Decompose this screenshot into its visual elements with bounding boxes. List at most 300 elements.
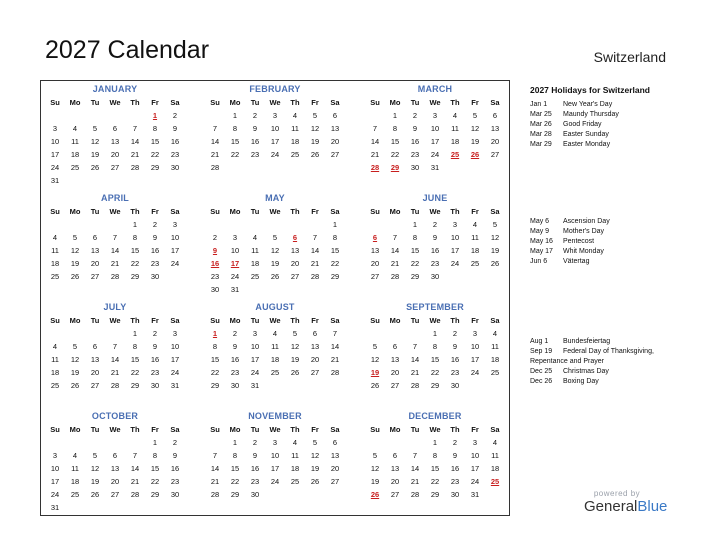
day-cell: 12 — [70, 246, 80, 255]
day-cell: 10 — [270, 124, 280, 133]
day-cell: 18 — [290, 464, 300, 473]
day-cell: 12 — [270, 246, 280, 255]
day-cell: 9 — [152, 233, 158, 242]
week-row — [205, 366, 345, 379]
weekday-label: Su — [210, 207, 220, 216]
holiday-date: Dec 26 — [530, 378, 553, 385]
week-row — [365, 488, 505, 501]
empty-day-cell — [145, 174, 165, 187]
day-cell: 6 — [492, 111, 498, 120]
day-cell: 13 — [370, 246, 380, 255]
empty-day-cell — [105, 109, 125, 122]
day-cell: 1 — [432, 329, 438, 338]
holiday-day-cell: 9 — [212, 246, 218, 255]
day-cell: 27 — [310, 368, 320, 377]
empty-day-cell — [105, 174, 125, 187]
day-cell: 4 — [52, 233, 58, 242]
day-cell: 10 — [450, 233, 460, 242]
empty-day-cell — [265, 161, 285, 174]
week-row — [205, 135, 345, 148]
day-cell: 10 — [170, 342, 180, 351]
holiday-name: Christmas Day — [563, 368, 609, 375]
holiday-date: Aug 1 — [530, 338, 549, 345]
holiday-name: Vätertag — [563, 258, 590, 265]
empty-day-cell — [65, 501, 85, 514]
weekday-label: We — [269, 425, 281, 434]
month-september — [365, 301, 505, 392]
day-cell: 3 — [172, 220, 178, 229]
day-cell: 12 — [290, 342, 300, 351]
weekday-label: Fr — [311, 316, 319, 325]
day-cell: 14 — [330, 342, 340, 351]
day-cell: 21 — [130, 150, 140, 159]
holiday-item — [530, 257, 610, 267]
holiday-name: Bundesfeiertag — [563, 338, 611, 345]
day-cell: 4 — [72, 451, 78, 460]
holiday-date: Mar 26 — [530, 121, 552, 128]
day-cell: 2 — [252, 111, 258, 120]
week-row — [365, 257, 505, 270]
day-cell: 10 — [230, 246, 240, 255]
day-cell: 15 — [150, 137, 160, 146]
day-cell: 19 — [290, 355, 300, 364]
day-cell: 19 — [470, 137, 480, 146]
empty-day-cell — [305, 283, 325, 296]
day-cell: 3 — [472, 438, 478, 447]
day-cell: 22 — [210, 368, 220, 377]
day-cell: 19 — [490, 246, 500, 255]
empty-day-cell — [105, 327, 125, 340]
empty-day-cell — [65, 218, 85, 231]
weekday-label: Tu — [90, 207, 100, 216]
day-cell: 16 — [250, 464, 260, 473]
empty-day-cell — [285, 161, 305, 174]
day-cell: 5 — [372, 451, 378, 460]
day-cell: 12 — [490, 233, 500, 242]
weekday-label: Fr — [151, 316, 159, 325]
week-row — [45, 353, 185, 366]
day-cell: 15 — [210, 355, 220, 364]
weekday-label: Th — [290, 98, 300, 107]
day-cell: 21 — [410, 368, 420, 377]
empty-day-cell — [305, 488, 325, 501]
month-october — [45, 410, 185, 514]
day-cell: 8 — [392, 124, 398, 133]
day-cell: 18 — [450, 137, 460, 146]
month-may — [205, 192, 345, 296]
day-cell: 18 — [50, 368, 60, 377]
day-cell: 29 — [130, 381, 140, 390]
weekday-label: Sa — [330, 98, 340, 107]
day-cell: 24 — [270, 150, 280, 159]
week-row — [365, 218, 505, 231]
empty-day-cell — [125, 174, 145, 187]
weekday-label: Su — [370, 98, 380, 107]
day-cell: 15 — [330, 246, 340, 255]
weekday-label: Sa — [170, 316, 180, 325]
weekday-label: Th — [290, 207, 300, 216]
month-name: FEBRUARY — [249, 84, 301, 94]
day-cell: 30 — [150, 381, 160, 390]
day-cell: 11 — [71, 137, 79, 146]
day-cell: 27 — [290, 272, 300, 281]
weekday-label: Mo — [229, 98, 241, 107]
day-cell: 13 — [290, 246, 300, 255]
day-cell: 15 — [410, 246, 420, 255]
day-cell: 21 — [410, 477, 420, 486]
day-cell: 16 — [450, 464, 460, 473]
day-cell: 27 — [110, 163, 120, 172]
calendar-frame — [40, 80, 510, 516]
day-cell: 9 — [232, 342, 238, 351]
day-cell: 29 — [430, 381, 440, 390]
weekday-label: Fr — [151, 207, 159, 216]
day-cell: 6 — [332, 438, 338, 447]
day-cell: 14 — [410, 464, 420, 473]
empty-day-cell — [205, 436, 225, 449]
day-cell: 9 — [152, 342, 158, 351]
day-cell: 15 — [430, 355, 440, 364]
week-row — [45, 327, 185, 340]
empty-day-cell — [405, 327, 425, 340]
empty-day-cell — [245, 283, 265, 296]
day-cell: 4 — [292, 438, 298, 447]
weekday-label: We — [429, 98, 441, 107]
day-cell: 6 — [392, 342, 398, 351]
weekday-label: Mo — [389, 207, 401, 216]
empty-day-cell — [105, 501, 125, 514]
empty-day-cell — [65, 174, 85, 187]
day-cell: 6 — [312, 329, 318, 338]
day-cell: 28 — [210, 163, 220, 172]
day-cell: 27 — [330, 477, 340, 486]
day-cell: 13 — [90, 246, 100, 255]
empty-day-cell — [385, 218, 405, 231]
weekday-label: Tu — [410, 316, 420, 325]
week-row — [45, 488, 185, 501]
day-cell: 16 — [250, 137, 260, 146]
week-row — [205, 327, 345, 340]
weekday-label: Su — [50, 207, 60, 216]
day-cell: 21 — [370, 150, 380, 159]
week-row — [205, 231, 345, 244]
day-cell: 10 — [430, 124, 440, 133]
weekday-label: We — [429, 425, 441, 434]
brand-name-part2: Blue — [637, 498, 668, 515]
day-cell: 3 — [432, 111, 438, 120]
weekday-label: Mo — [229, 316, 241, 325]
weekday-header — [365, 423, 505, 436]
day-cell: 19 — [90, 477, 100, 486]
powered-by-label: powered by — [593, 489, 641, 498]
day-cell: 24 — [470, 477, 480, 486]
day-cell: 23 — [230, 368, 240, 377]
day-cell: 30 — [230, 381, 240, 390]
day-cell: 30 — [430, 272, 440, 281]
day-cell: 11 — [451, 124, 459, 133]
day-cell: 10 — [170, 233, 180, 242]
day-cell: 25 — [70, 490, 80, 499]
day-cell: 30 — [450, 490, 460, 499]
weekday-label: Th — [290, 425, 300, 434]
day-cell: 24 — [170, 259, 180, 268]
day-cell: 9 — [452, 451, 458, 460]
day-cell: 14 — [410, 355, 420, 364]
empty-day-cell — [385, 436, 405, 449]
weekday-label: Su — [370, 316, 380, 325]
holiday-item — [530, 100, 619, 110]
week-row — [205, 353, 345, 366]
day-cell: 10 — [270, 451, 280, 460]
holiday-name: Whit Monday — [563, 248, 604, 255]
day-cell: 4 — [492, 438, 498, 447]
day-cell: 24 — [50, 490, 60, 499]
empty-day-cell — [265, 218, 285, 231]
day-cell: 3 — [232, 233, 238, 242]
day-cell: 7 — [412, 342, 418, 351]
day-cell: 29 — [410, 272, 420, 281]
empty-day-cell — [485, 270, 505, 283]
day-cell: 26 — [310, 477, 320, 486]
weekday-label: Mo — [69, 316, 81, 325]
empty-day-cell — [265, 283, 285, 296]
weekday-label: Su — [370, 207, 380, 216]
day-cell: 17 — [450, 246, 460, 255]
weekday-label: Th — [130, 425, 140, 434]
holiday-day-cell: 1 — [152, 111, 158, 120]
holiday-item — [530, 120, 619, 130]
weekday-label: Tu — [90, 425, 100, 434]
day-cell: 18 — [470, 246, 480, 255]
holiday-item — [530, 247, 610, 257]
day-cell: 29 — [150, 163, 160, 172]
empty-day-cell — [285, 283, 305, 296]
day-cell: 12 — [310, 451, 320, 460]
empty-day-cell — [85, 501, 105, 514]
week-row — [205, 488, 345, 501]
day-cell: 23 — [170, 150, 180, 159]
empty-day-cell — [365, 327, 385, 340]
weekday-label: Sa — [170, 425, 180, 434]
weekday-label: We — [429, 207, 441, 216]
week-row — [45, 109, 185, 122]
weekday-label: Tu — [250, 425, 260, 434]
day-cell: 21 — [130, 477, 140, 486]
weekday-label: Mo — [229, 425, 241, 434]
day-cell: 28 — [130, 163, 140, 172]
holiday-date: Jan 1 — [530, 101, 548, 108]
month-august — [205, 301, 345, 392]
day-cell: 7 — [412, 451, 418, 460]
day-cell: 25 — [290, 477, 300, 486]
day-cell: 16 — [150, 246, 160, 255]
day-cell: 9 — [452, 342, 458, 351]
week-row — [45, 270, 185, 283]
empty-day-cell — [205, 109, 225, 122]
week-row — [365, 109, 505, 122]
day-cell: 18 — [50, 259, 60, 268]
day-cell: 27 — [330, 150, 340, 159]
week-row — [45, 161, 185, 174]
day-cell: 4 — [452, 111, 458, 120]
day-cell: 12 — [310, 124, 320, 133]
day-cell: 24 — [470, 368, 480, 377]
weekday-header — [45, 96, 185, 109]
holiday-day-cell: 19 — [370, 368, 380, 377]
day-cell: 20 — [370, 259, 380, 268]
day-cell: 27 — [90, 272, 100, 281]
week-row — [205, 475, 345, 488]
weekday-label: Tu — [410, 207, 420, 216]
day-cell: 20 — [110, 477, 120, 486]
day-cell: 13 — [330, 451, 340, 460]
week-row — [45, 244, 185, 257]
empty-day-cell — [285, 379, 305, 392]
day-cell: 22 — [230, 150, 240, 159]
day-cell: 14 — [210, 137, 220, 146]
day-cell: 15 — [390, 137, 400, 146]
brand-logo[interactable] — [584, 489, 674, 516]
day-cell: 7 — [312, 233, 318, 242]
weekday-label: Fr — [471, 207, 479, 216]
day-cell: 22 — [150, 150, 160, 159]
month-name: JUNE — [422, 193, 448, 203]
week-row — [365, 379, 505, 392]
week-row — [365, 462, 505, 475]
day-cell: 10 — [50, 137, 60, 146]
holiday-date: Jun 6 — [530, 258, 548, 265]
day-cell: 1 — [332, 220, 338, 229]
day-cell: 30 — [150, 272, 160, 281]
day-cell: 26 — [90, 490, 100, 499]
day-cell: 6 — [92, 342, 98, 351]
day-cell: 26 — [70, 272, 80, 281]
day-cell: 31 — [230, 285, 240, 294]
empty-day-cell — [325, 488, 345, 501]
day-cell: 31 — [50, 503, 60, 512]
day-cell: 22 — [390, 150, 400, 159]
day-cell: 18 — [250, 259, 260, 268]
day-cell: 10 — [50, 464, 60, 473]
empty-day-cell — [105, 436, 125, 449]
day-cell: 15 — [430, 464, 440, 473]
day-cell: 5 — [272, 233, 278, 242]
day-cell: 7 — [332, 329, 338, 338]
month-name: DECEMBER — [408, 411, 462, 421]
day-cell: 6 — [332, 111, 338, 120]
day-cell: 5 — [312, 438, 318, 447]
empty-day-cell — [145, 501, 165, 514]
day-cell: 6 — [112, 124, 118, 133]
day-cell: 3 — [452, 220, 458, 229]
day-cell: 18 — [70, 477, 80, 486]
week-row — [205, 379, 345, 392]
month-name: JANUARY — [92, 84, 138, 94]
day-cell: 18 — [270, 355, 280, 364]
day-cell: 23 — [210, 272, 220, 281]
month-march — [365, 83, 505, 174]
holiday-name: Boxing Day — [563, 378, 599, 385]
weekday-label: We — [269, 316, 281, 325]
weekday-label: Th — [130, 207, 140, 216]
week-row — [45, 501, 185, 514]
holiday-date: Sep 19 — [530, 348, 553, 355]
week-row — [45, 340, 185, 353]
day-cell: 9 — [252, 451, 258, 460]
week-row — [365, 270, 505, 283]
week-row — [205, 218, 345, 231]
day-cell: 7 — [212, 451, 218, 460]
holiday-item — [530, 377, 654, 387]
empty-day-cell — [305, 161, 325, 174]
day-cell: 4 — [252, 233, 258, 242]
day-cell: 13 — [110, 137, 120, 146]
empty-day-cell — [245, 161, 265, 174]
week-row — [45, 231, 185, 244]
weekday-label: Su — [210, 316, 220, 325]
week-row — [365, 353, 505, 366]
day-cell: 14 — [110, 355, 120, 364]
weekday-label: Tu — [90, 98, 100, 107]
day-cell: 25 — [490, 368, 500, 377]
weekday-label: Fr — [151, 98, 159, 107]
day-cell: 27 — [390, 490, 400, 499]
month-december — [365, 410, 505, 501]
month-january — [45, 83, 185, 187]
month-april — [45, 192, 185, 283]
weekday-label: Th — [130, 316, 140, 325]
empty-day-cell — [105, 218, 125, 231]
day-cell: 5 — [472, 111, 478, 120]
empty-day-cell — [325, 161, 345, 174]
day-cell: 23 — [450, 368, 460, 377]
month-july — [45, 301, 185, 392]
weekday-label: Th — [450, 207, 460, 216]
weekday-label: Mo — [69, 207, 81, 216]
day-cell: 16 — [410, 137, 420, 146]
weekday-label: Tu — [250, 316, 260, 325]
weekday-label: Fr — [471, 316, 479, 325]
day-cell: 1 — [412, 220, 418, 229]
day-cell: 27 — [370, 272, 380, 281]
week-row — [45, 366, 185, 379]
weekday-label: We — [429, 316, 441, 325]
day-cell: 7 — [132, 451, 138, 460]
empty-day-cell — [45, 327, 65, 340]
empty-day-cell — [205, 218, 225, 231]
day-cell: 21 — [310, 259, 320, 268]
day-cell: 8 — [152, 124, 158, 133]
day-cell: 30 — [450, 381, 460, 390]
day-cell: 31 — [430, 163, 440, 172]
day-cell: 9 — [172, 124, 178, 133]
day-cell: 28 — [410, 490, 420, 499]
week-row — [205, 340, 345, 353]
day-cell: 7 — [112, 233, 118, 242]
weekday-label: We — [109, 98, 121, 107]
day-cell: 27 — [390, 381, 400, 390]
day-cell: 24 — [430, 150, 440, 159]
day-cell: 20 — [90, 368, 100, 377]
holiday-item — [530, 130, 619, 140]
week-row — [45, 475, 185, 488]
day-cell: 26 — [270, 272, 280, 281]
day-cell: 19 — [90, 150, 100, 159]
day-cell: 14 — [370, 137, 380, 146]
day-cell: 8 — [232, 451, 238, 460]
day-cell: 23 — [410, 150, 420, 159]
empty-day-cell — [245, 218, 265, 231]
